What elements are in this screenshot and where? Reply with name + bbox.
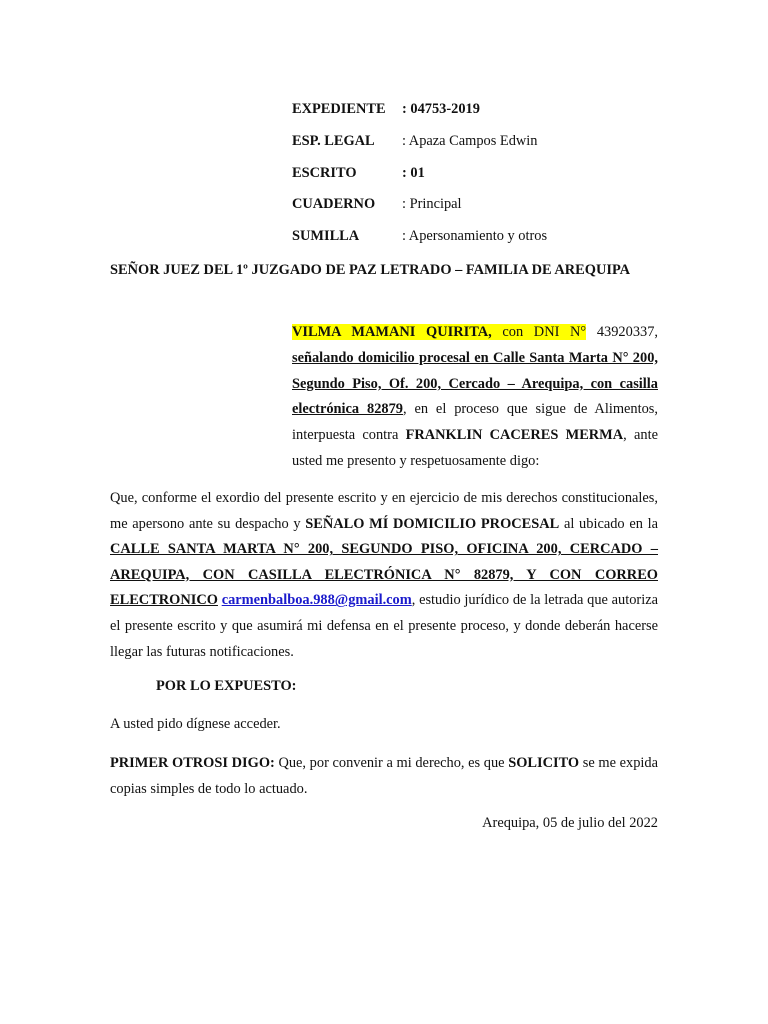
otrosi-label: PRIMER OTROSI DIGO: — [110, 755, 275, 771]
request-line: A usted pido dígnese acceder. — [110, 716, 281, 732]
expediente-label: EXPEDIENTE — [292, 101, 386, 117]
esp-legal-label: ESP. LEGAL — [292, 133, 375, 149]
escrito-label: ESCRITO — [292, 165, 357, 181]
expediente-value: : 04753-2019 — [402, 101, 480, 117]
email-link[interactable]: carmenbalboa.988@gmail.com — [221, 592, 412, 609]
dni-label: con DNI N° — [491, 324, 587, 340]
place-date: Arequipa, 05 de julio del 2022 — [482, 815, 658, 831]
intro-text: , en el proceso que sigue de Alimentos, interpuesta contra — [292, 401, 658, 444]
paragraph-text-3: , estudio jurídico de la letrada que autoriza el presente escrito y que asumirá mi defensa en el presente proceso, y donde deberán hacerse llegar las futuras notificaciones. — [110, 592, 658, 660]
petitioner-name: VILMA MAMANI QUIRITA, — [292, 324, 492, 340]
por-lo-expuesto: POR LO EXPUESTO: — [156, 678, 297, 694]
solicito: SOLICITO — [508, 755, 580, 771]
paragraph-text-1: Que, conforme el exordio del presente escrito y en ejercicio de mis derechos constitucionales, me apersono ante su despacho y — [110, 490, 658, 532]
sumilla-label: SUMILLA — [292, 228, 360, 244]
otrosi-text-1: Que, por convenir a mi derecho, es que — [274, 755, 509, 771]
escrito-value: : 01 — [402, 165, 425, 181]
main-paragraph — [110, 486, 658, 665]
esp-legal-value: : Apaza Campos Edwin — [402, 133, 538, 149]
defendant-name: FRANKLIN CACERES MERMA — [405, 427, 624, 444]
cuaderno-value: : Principal — [402, 196, 462, 212]
addressee: SEÑOR JUEZ DEL 1º JUZGADO DE PAZ LETRADO – FAMILIA DE AREQUIPA — [110, 262, 631, 278]
intro-closing: , ante usted me presento y respetuosamente digo: — [292, 427, 658, 469]
sumilla-value: : Apersonamiento y otros — [402, 228, 548, 244]
paragraph-text-2: al ubicado en la — [559, 515, 658, 532]
address-uppercase: CALLE SANTA MARTA N° 200, SEGUNDO PISO, OFICINA 200, CERCADO – AREQUIPA, CON CASILLA ELECTRÓNICA N° 82879, Y CON CORREO ELECTRONICO — [110, 541, 658, 609]
procedural-domicile: señalando domicilio procesal en Calle Santa Marta N° 200, Segundo Piso, Of. 200, Cercado – Arequipa, con casilla electrónica 82879 — [292, 349, 658, 418]
dni-number: 43920337, — [586, 324, 658, 340]
senalo-domicilio: SEÑALO MÍ DOMICILIO PROCESAL — [305, 515, 560, 532]
otrosi-text-2: se me expida copias simples de todo lo actuado. — [110, 755, 658, 797]
otrosi-paragraph — [110, 751, 658, 802]
intro-paragraph — [292, 320, 658, 475]
cuaderno-label: CUADERNO — [292, 196, 376, 212]
